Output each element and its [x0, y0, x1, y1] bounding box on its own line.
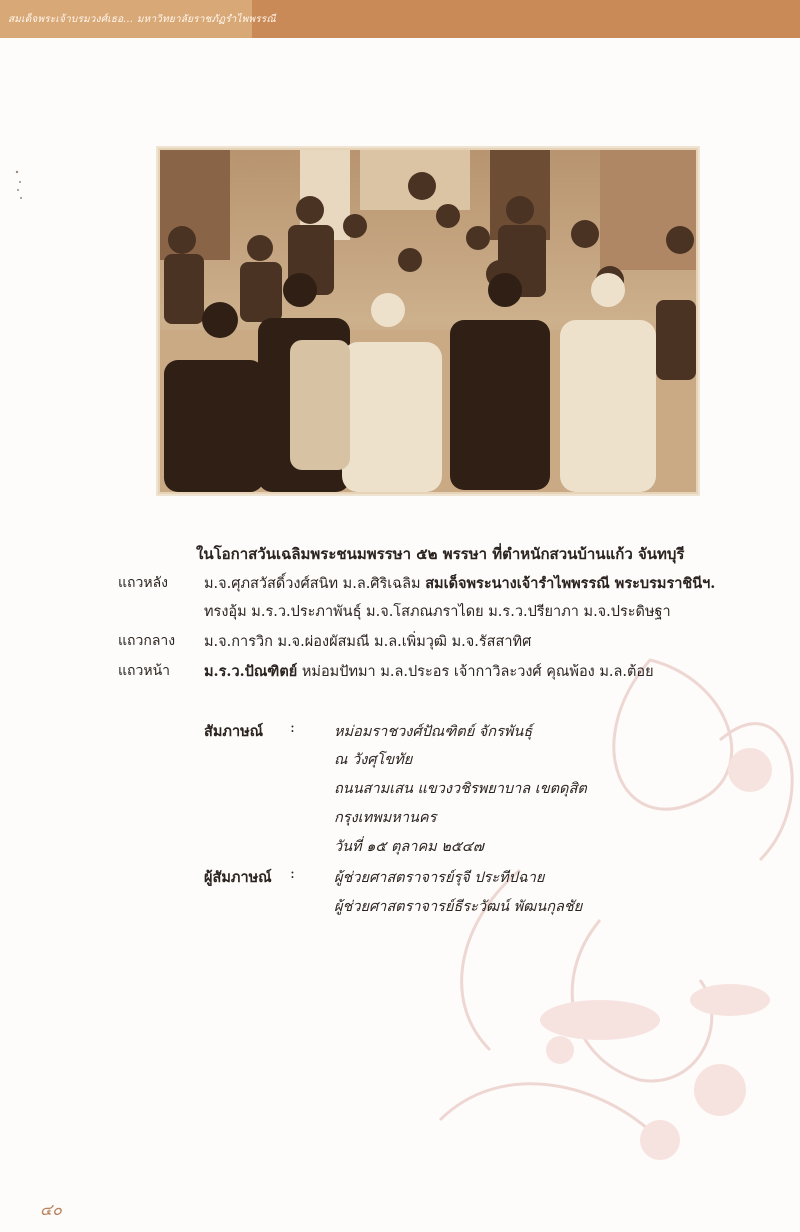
- interviewee-name: หม่อมราชวงศ์ปัณฑิตย์ จักรพันธุ์: [334, 724, 533, 740]
- row-text-bold: ม.ร.ว.ปัณฑิตย์: [204, 663, 298, 680]
- row-text-back-cont: ทรงอุ้ม ม.ร.ว.ประภาพันธุ์ ม.จ.โสภณภราไดย ม.ร.ว.ปรียาภา ม.จ.ประดิษฐา: [204, 604, 671, 620]
- row-text-plain: หม่อมปัทมา ม.ล.ประอร เจ้ากาวิละวงศ์ คุณพ้อง ม.ล.ต้อย: [297, 664, 654, 680]
- interviewer-2: ผู้ช่วยศาสตราจารย์ธีระวัฒน์ พัฒนกุลชัย: [334, 899, 583, 915]
- photo-caption-title: ในโอกาสวันเฉลิมพระชนมพรรษา ๕๒ พรรษา ที่ตำหนักสวนบ้านแก้ว จันทบุรี: [196, 545, 685, 563]
- row-text-plain: ม.จ.ศุภสวัสดิ์วงศ์สนิท ม.ล.ศิริเฉลิม: [204, 576, 426, 592]
- group-photo-image: [160, 150, 696, 492]
- interviewer-colon: :: [290, 866, 295, 882]
- row-text-middle: ม.จ.การวิก ม.จ.ผ่องผัสมณี ม.ล.เพิ่มวุฒิ ม.จ.รัสสาทิศ: [204, 634, 532, 650]
- row-text-back: [204, 572, 715, 595]
- interview-colon: :: [290, 720, 295, 736]
- interview-label: สัมภาษณ์: [204, 724, 264, 740]
- interview-date: วันที่ ๑๕ ตุลาคม ๒๕๔๗: [334, 839, 484, 855]
- interview-address: ถนนสามเสน แขวงวชิรพยาบาล เขตดุสิต: [334, 781, 587, 797]
- running-title: สมเด็จพระเจ้าบรมวงศ์เธอ... มหาวิทยาลัยราชภัฏรำไพพรรณี: [8, 14, 276, 25]
- row-label-front: แถวหน้า: [118, 663, 171, 679]
- interviewer-1: ผู้ช่วยศาสตราจารย์รุจี ประทีปฉาย: [334, 870, 545, 886]
- interview-city: กรุงเทพมหานคร: [334, 810, 437, 826]
- side-specks-decoration: [12, 168, 32, 228]
- row-label-middle: แถวกลาง: [118, 633, 176, 649]
- photo-frame: [156, 146, 700, 496]
- interview-place: ณ วังศุโขทัย: [334, 752, 413, 768]
- header-bar: [0, 0, 800, 38]
- page-number: ๔๐: [40, 1200, 62, 1219]
- floral-decoration: [400, 620, 800, 1220]
- row-text-front: [204, 660, 654, 683]
- interviewer-label: ผู้สัมภาษณ์: [204, 870, 272, 886]
- row-label-back: แถวหลัง: [118, 575, 169, 591]
- row-text-bold: สมเด็จพระนางเจ้ารำไพพรรณี พระบรมราชินีฯ.: [425, 575, 716, 592]
